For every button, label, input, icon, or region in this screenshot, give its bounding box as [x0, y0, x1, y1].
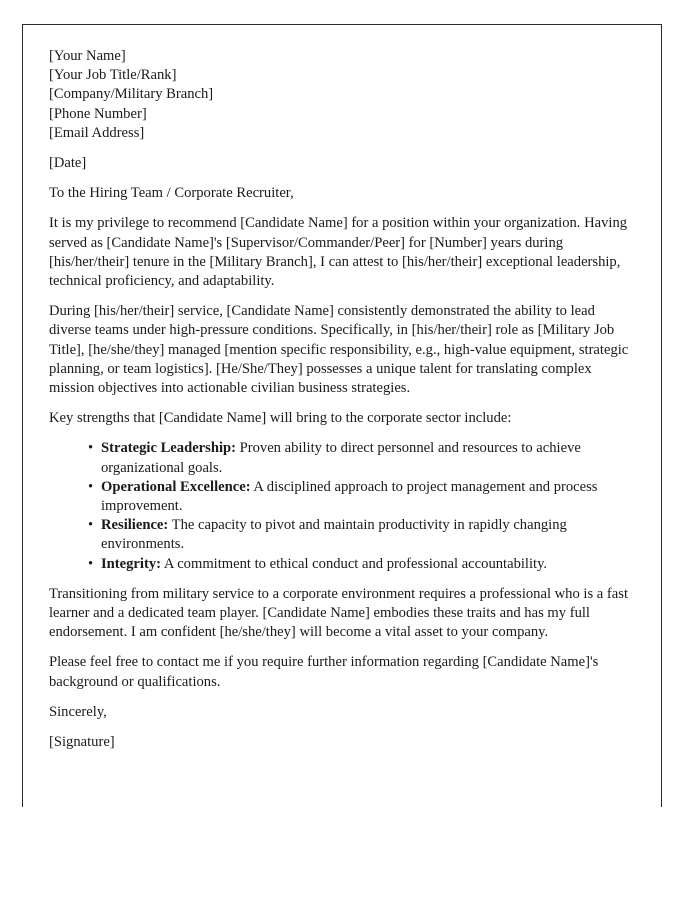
- document-sheet: [22, 24, 662, 807]
- salutation: To the Hiring Team / Corporate Recruiter,: [49, 185, 294, 202]
- sender-company: [Company/Military Branch]: [49, 86, 214, 103]
- sender-address-block: [49, 47, 633, 143]
- list-item: [88, 439, 633, 477]
- spacer: [49, 692, 633, 703]
- sender-job-title: [Your Job Title/Rank]: [49, 67, 177, 84]
- strengths-intro: Key strengths that [Candidate Name] will bring to the corporate sector include:: [49, 410, 512, 427]
- sender-email: [Email Address]: [49, 124, 145, 141]
- list-item: [88, 516, 633, 554]
- spacer: [49, 203, 633, 214]
- signature-placeholder: [Signature]: [49, 734, 115, 751]
- spacer: [49, 143, 633, 154]
- spacer: [49, 173, 633, 184]
- paragraph-four: Please feel free to contact me if you require further information regarding [Candidate Name]'s background or qualifications.: [49, 654, 599, 690]
- paragraph-three: Transitioning from military service to a corporate environment requires a professional who is a fast learner and a dedicated team player. [Candidate Name] embodies these traits and has my full endorsement. I am confident [he/she/they] will become a vital asset to your company.: [49, 585, 629, 641]
- list-item: [88, 478, 633, 516]
- spacer: [49, 574, 633, 585]
- letter-date: [Date]: [49, 155, 87, 172]
- strength-label: Strategic Leadership:: [101, 440, 236, 457]
- closing-salutation: Sincerely,: [49, 703, 107, 720]
- spacer: [49, 722, 633, 733]
- letter-body: [49, 47, 633, 752]
- strength-label: Operational Excellence:: [101, 478, 251, 495]
- strength-description: A disciplined approach to project management and process improvement.: [101, 478, 598, 515]
- paragraph-one: It is my privilege to recommend [Candidate Name] for a position within your organization. Having served as [Candidate Name]'s [Supervisor/Commander/Peer] for [Number] years during [his/her/their] tenure in the [Military Branch], I can attest to [his/her/their] exceptional leadership, technical proficiency, and adaptability.: [49, 215, 628, 290]
- strength-description: Proven ability to direct personnel and resources to achieve organizational goals.: [101, 440, 581, 476]
- paragraph-two: During [his/her/their] service, [Candidate Name] consistently demonstrated the ability to lead diverse teams under high-pressure conditions. Specifically, in [his/her/their] role as [Military Job Title], [he/she/they] managed [mention specific responsibility, e.g., high-value equipment, strategic planning, or team logistics]. [He/She/They] possesses a unique talent for translating complex mission objectives into actionable civilian business strategies.: [49, 303, 629, 397]
- key-strengths-list: [49, 439, 633, 573]
- spacer: [49, 642, 633, 653]
- sender-phone: [Phone Number]: [49, 105, 147, 122]
- list-item: [88, 555, 633, 574]
- sender-name: [Your Name]: [49, 48, 126, 64]
- strength-label: Integrity:: [101, 555, 161, 572]
- spacer: [49, 428, 633, 439]
- spacer: [49, 398, 633, 409]
- strength-label: Resilience:: [101, 517, 169, 534]
- spacer: [49, 291, 633, 302]
- strength-description: A commitment to ethical conduct and professional accountability.: [160, 555, 548, 572]
- strength-description: The capacity to pivot and maintain productivity in rapidly changing environments.: [101, 517, 567, 553]
